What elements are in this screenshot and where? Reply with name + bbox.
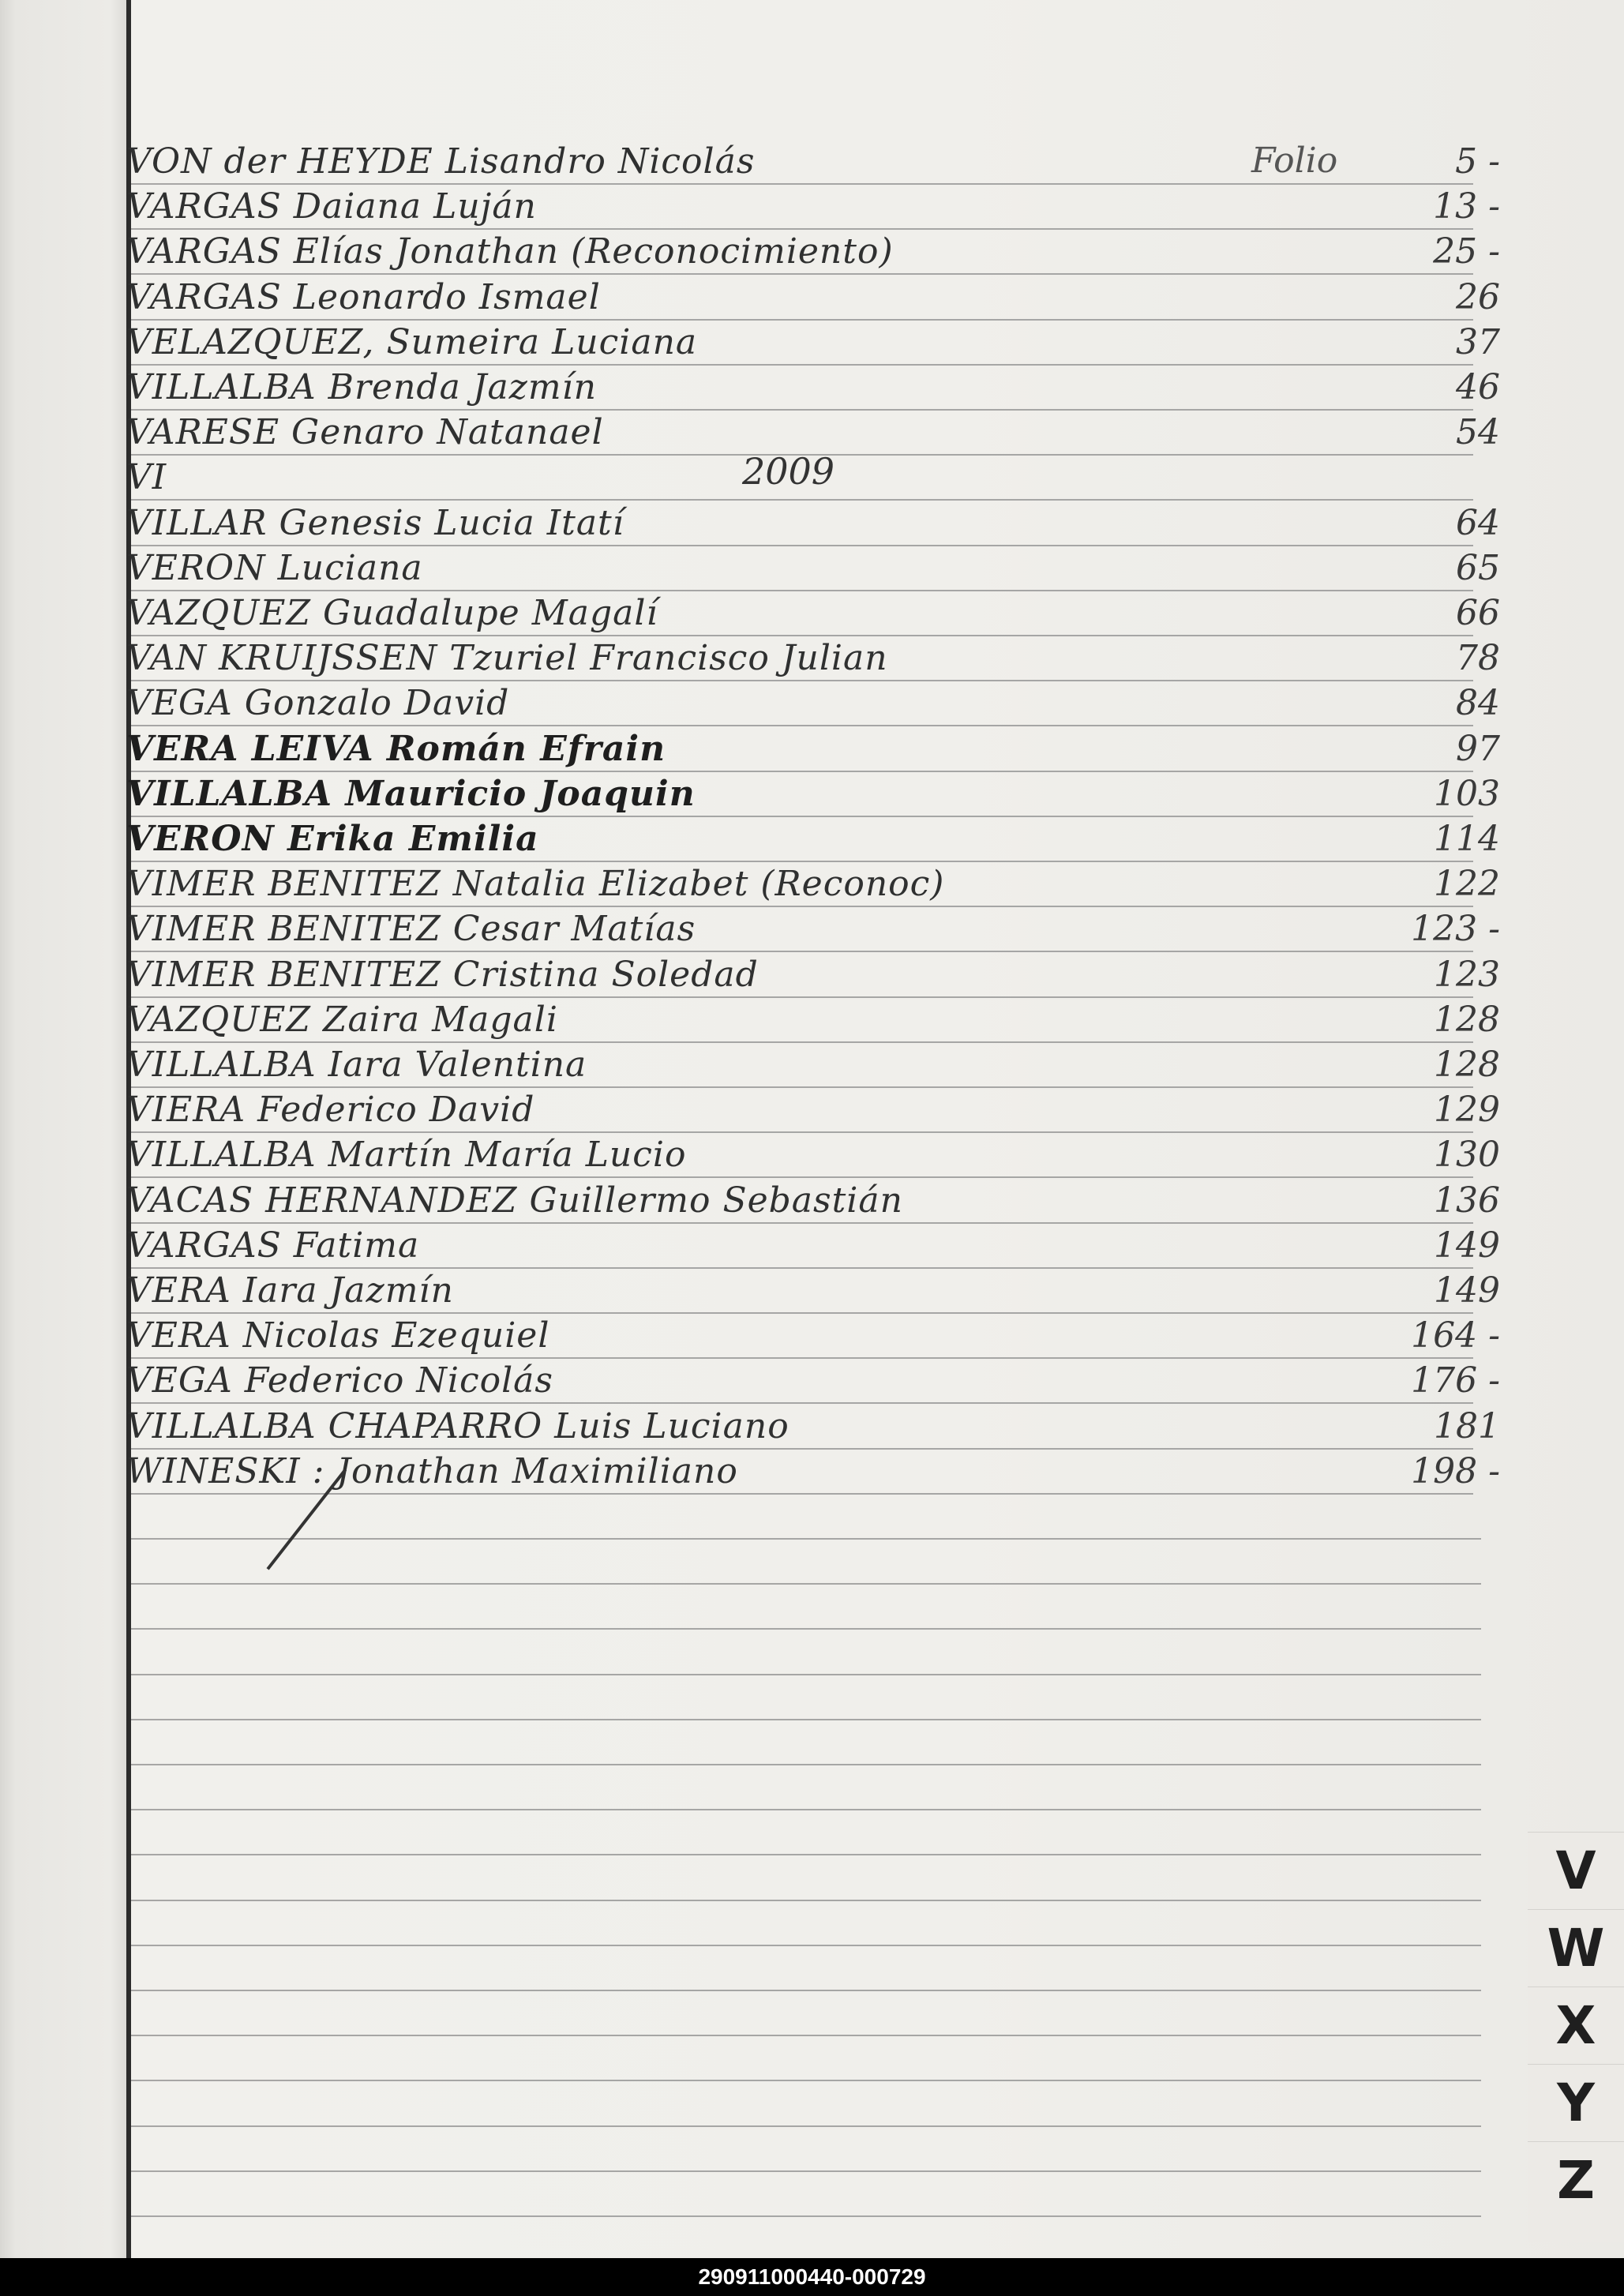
register-entry	[126, 1087, 1500, 1131]
register-entry	[126, 1313, 1500, 1357]
register-entry	[126, 410, 1500, 454]
entry-name: VERA Iara Jazmín	[126, 1270, 454, 1311]
register-entry	[126, 816, 1500, 861]
register-entry	[126, 591, 1500, 635]
register-entry	[126, 275, 1500, 319]
register-entry	[126, 320, 1500, 364]
entry-folio: 13 -	[1433, 186, 1500, 227]
register-entry	[126, 771, 1500, 816]
entry-folio: 37	[1456, 322, 1500, 362]
entry-folio: 65	[1456, 548, 1500, 588]
entry-name: VAN KRUIJSSEN Tzuriel Francisco Julian	[126, 638, 888, 678]
entry-name: VIMER BENITEZ Cesar Matías	[126, 909, 696, 949]
entry-name: VILLALBA Brenda Jazmín	[126, 367, 597, 407]
entry-folio: 123 -	[1411, 909, 1500, 949]
entry-folio: 103	[1434, 774, 1500, 814]
entry-folio: 198 -	[1411, 1451, 1500, 1491]
entry-name: VERON Erika Emilia	[126, 819, 539, 859]
entry-folio: 176 -	[1411, 1360, 1500, 1401]
entry-name: VARGAS Daiana Luján	[126, 186, 537, 227]
entry-name: WINESKI : Jonathan Maximiliano	[126, 1451, 738, 1491]
entry-name: VARGAS Leonardo Ismael	[126, 277, 601, 317]
entry-name: VILLAR Genesis Lucia Itatí	[126, 503, 624, 543]
entry-name: VI	[126, 457, 167, 497]
entry-name: VERA Nicolas Ezequiel	[126, 1315, 550, 1356]
index-tab-x[interactable]: X	[1528, 1986, 1624, 2063]
register-entry	[126, 1223, 1500, 1267]
scan-footer	[0, 2258, 1624, 2296]
year-annotation: 2009	[742, 450, 835, 493]
entry-name: VERA LEIVA Román Efrain	[126, 729, 666, 769]
register-entry	[126, 365, 1500, 409]
register-entry	[126, 997, 1500, 1041]
register-entry	[126, 139, 1500, 183]
entry-name: VON der HEYDE Lisandro Nicolás	[126, 141, 756, 182]
register-entry	[126, 184, 1500, 228]
entry-name: VILLALBA Iara Valentina	[126, 1045, 587, 1085]
entry-folio: 122	[1434, 864, 1500, 904]
entry-name: VIERA Federico David	[126, 1090, 535, 1130]
entry-name: VEGA Gonzalo David	[126, 683, 510, 723]
entry-name: VAZQUEZ Guadalupe Magalí	[126, 593, 658, 633]
register-entry	[126, 861, 1500, 906]
entry-folio: 149	[1434, 1270, 1500, 1311]
register-entry	[126, 1404, 1500, 1448]
entry-folio: 129	[1434, 1090, 1500, 1130]
register-entry	[126, 952, 1500, 996]
entry-name: VAZQUEZ Zaira Magali	[126, 1000, 558, 1040]
alphabet-index-tabs	[1528, 1832, 1624, 2242]
entry-folio: 25 -	[1433, 231, 1500, 272]
index-tab-y[interactable]: Y	[1528, 2064, 1624, 2140]
entry-folio: 26	[1456, 277, 1500, 317]
entry-name: VIMER BENITEZ Natalia Elizabet (Reconoc)	[126, 864, 945, 904]
entry-name: VARESE Genaro Natanael	[126, 412, 604, 452]
entry-folio: 114	[1434, 819, 1500, 859]
entry-folio: 164 -	[1411, 1315, 1500, 1356]
register-entry	[126, 1358, 1500, 1402]
entry-folio: 97	[1456, 729, 1500, 769]
entry-folio: 181	[1434, 1406, 1500, 1446]
entry-folio: 130	[1434, 1135, 1500, 1175]
register-entry	[126, 906, 1500, 951]
register-entry	[126, 1268, 1500, 1312]
register-entry	[126, 455, 1500, 499]
register-entry	[126, 546, 1500, 590]
entry-folio: 64	[1456, 503, 1500, 543]
register-entry	[126, 1178, 1500, 1222]
document-code: 290911000440-000729	[698, 2264, 926, 2289]
entry-folio: 128	[1434, 1000, 1500, 1040]
register-entry	[126, 726, 1500, 771]
entry-name: VIMER BENITEZ Cristina Soledad	[126, 955, 759, 995]
entry-name: VILLALBA Martín María Lucio	[126, 1135, 687, 1175]
entry-name: VARGAS Elías Jonathan (Reconocimiento)	[126, 231, 894, 272]
entry-name: VARGAS Fatima	[126, 1225, 420, 1266]
entry-name: VERON Luciana	[126, 548, 423, 588]
index-tab-w[interactable]: W	[1528, 1909, 1624, 1986]
register-entry	[126, 501, 1500, 545]
entry-name: VACAS HERNANDEZ Guillermo Sebastián	[126, 1180, 903, 1221]
register-entry	[126, 1042, 1500, 1086]
entry-name: VELAZQUEZ, Sumeira Luciana	[126, 322, 698, 362]
folio-column-header: Folio	[1251, 141, 1338, 181]
register-entry	[126, 229, 1500, 273]
entry-folio: 66	[1456, 593, 1500, 633]
entry-folio: 78	[1456, 638, 1500, 678]
index-tab-z[interactable]: Z	[1528, 2141, 1624, 2218]
index-tab-v[interactable]: V	[1528, 1832, 1624, 1908]
entry-folio: 136	[1434, 1180, 1500, 1221]
entry-folio: 128	[1434, 1045, 1500, 1085]
entry-folio: 54	[1456, 412, 1500, 452]
register-entry	[126, 681, 1500, 725]
entry-folio: 84	[1456, 683, 1500, 723]
register-entry	[126, 636, 1500, 680]
entry-name: VILLALBA CHAPARRO Luis Luciano	[126, 1406, 789, 1446]
entry-name: VILLALBA Mauricio Joaquin	[126, 774, 696, 814]
entry-folio: 149	[1434, 1225, 1500, 1266]
entry-folio: 5 -	[1455, 141, 1500, 182]
entry-folio: 123	[1434, 955, 1500, 995]
entry-folio: 46	[1456, 367, 1500, 407]
register-entry	[126, 1132, 1500, 1176]
entry-name: VEGA Federico Nicolás	[126, 1360, 553, 1401]
